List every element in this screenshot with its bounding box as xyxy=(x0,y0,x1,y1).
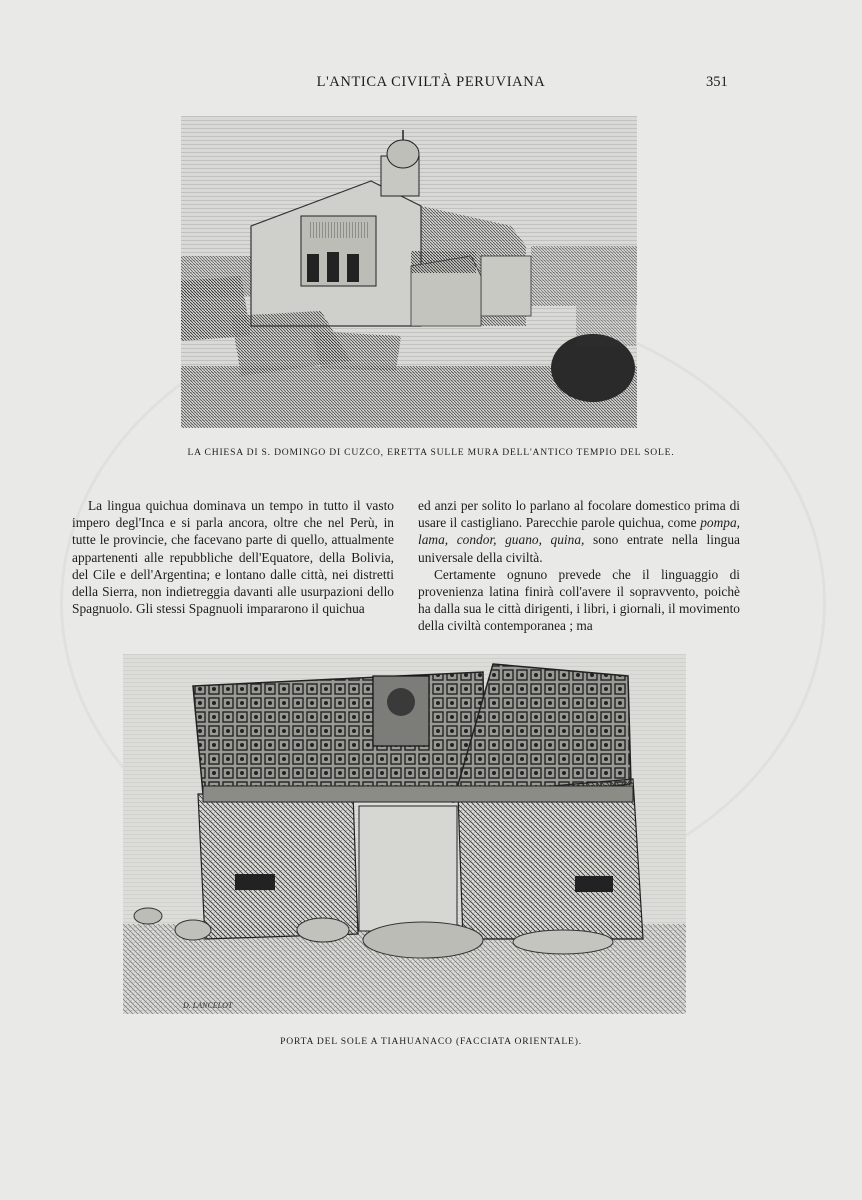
figure-caption-church: LA CHIESA DI S. DOMINGO DI CUZCO, ERETTA SULLE MURA DELL'ANTICO TEMPIO DEL SOLE. xyxy=(187,447,675,458)
church-engraving-illustration xyxy=(181,116,637,428)
paragraph-quichua-language: La lingua quichua dominava un tempo in tutto il vasto impero degl'Inca e si parla ancora, oltre che nel Perù, in tutte le provincie, che facevano parte di quello, attualmente appartenenti alle repubbliche dell'Equatore, della Bolivia, del Cile e dell'Argentina; e lontano dalle città, nei distretti della Sierra, non indietreggia davanti alle usurpazioni dello Spagnuolo. Gli stessi Spagnuoli impararono il quichua xyxy=(72,498,394,617)
paragraph-latin-language: Certamente ognuno prevede che il linguaggio di provenienza latina finirà coll'avere il sopravvento, poichè ha dalla sua le città dirigenti, i libri, i giornali, il movimento della civiltà contemporanea ; ma xyxy=(418,566,740,634)
paragraph-continuation-end: sono entrate nella lingua universale della civiltà. xyxy=(418,532,740,565)
paragraph-continuation-text: ed anzi per solito lo parlano al focolare domestico prima di usare il castigliano. Parecchie parole quichua, come xyxy=(418,498,740,531)
gate-of-the-sun-illustration xyxy=(123,654,686,1014)
page-number: 351 xyxy=(706,74,728,90)
paragraph-continuation xyxy=(418,497,740,566)
text-column-right xyxy=(418,497,740,635)
italic-word-list: pompa, lama, condor, guano, quina, xyxy=(418,515,740,548)
text-column-left xyxy=(72,497,394,617)
running-header-title: L'ANTICA CIVILTÀ PERUVIANA xyxy=(316,74,546,90)
engraver-signature: D. LANCELOT xyxy=(183,1001,233,1010)
figure-caption-gate: PORTA DEL SOLE A TIAHUANACO (FACCIATA ORIENTALE). xyxy=(280,1036,582,1047)
